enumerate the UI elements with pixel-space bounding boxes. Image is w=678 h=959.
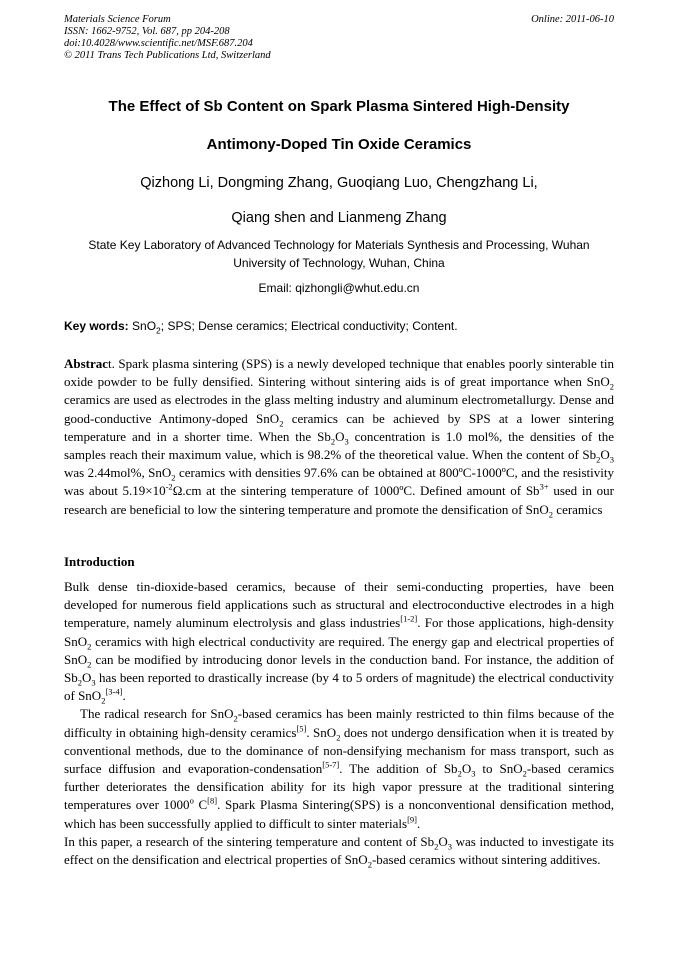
citation: [8] (207, 796, 218, 807)
abstract-text: ceramics are used as electrodes in the glass melting industry and aluminum electrometallurgy. Dense and good-conductive Antimony-doped SnO (64, 392, 614, 426)
abstract-text: used in our research are beneficial to low the sintering temperature and promote the densification of SnO (64, 483, 614, 517)
paragraph-text: ceramics with high electrical conductivity are required. The energy gap and electrical properties of SnO (64, 633, 614, 667)
subscript: 2 (548, 509, 554, 520)
paragraph-text: O (81, 670, 92, 686)
superscript: 3+ (539, 482, 549, 493)
author-list (64, 166, 614, 236)
subscript: 2 (279, 418, 284, 429)
subscript: 3 (447, 841, 452, 852)
keyword-text: SnO (132, 319, 157, 333)
title-line-1: The Effect of Sb Content on Spark Plasma Sintered High-Density (108, 98, 570, 115)
keywords (64, 318, 614, 334)
journal-name: Materials Science Forum (64, 14, 171, 25)
online-date: Online: 2011-06-10 (531, 14, 614, 25)
paragraph-text: . The addition of Sb (339, 761, 458, 777)
title-line-2: Antimony-Doped Tin Oxide Ceramics (206, 136, 472, 153)
paragraph-text: O (461, 761, 472, 777)
subscript: 2 (522, 768, 527, 779)
abstract-text: ceramics with densities 97.6% can be obtained at 800ºC-1000ºC, and the resistivity was about 5.19×10 (64, 465, 614, 499)
subscript: 2 (336, 732, 341, 743)
subscript: 3 (609, 454, 614, 465)
subscript: 2 (457, 768, 462, 779)
citation: [1-2] (400, 614, 418, 625)
copyright-line: © 2011 Trans Tech Publications Ltd, Switzerland (64, 50, 271, 61)
authors-line-1: Qizhong Li, Dongming Zhang, Guoqiang Luo, Chengzhang Li, (140, 175, 538, 191)
subscript: 2 (101, 695, 106, 706)
abstract-text: was 2.44mol%, SnO (64, 465, 172, 481)
keyword-subscript: 2 (156, 325, 161, 336)
paragraph-text: -based ceramics without sintering additives. (371, 852, 601, 868)
subscript: 2 (330, 436, 336, 447)
abstract-text: ceramics can be achieved by SPS at a lower sintering temperature and in a shorter time. When the Sb (64, 410, 614, 444)
keyword-text: ; SPS; Dense ceramics; Electrical conductivity; Content. (160, 319, 458, 333)
paragraph-text: -based ceramics has been mainly restricted to thin films because of the difficulty in obtaining high-density ceramics (64, 706, 614, 740)
paragraph-text: . For those applications, high-density SnO (64, 615, 614, 649)
citation: [9] (407, 814, 418, 825)
paragraph-text: does not undergo densification when it is treated by conventional methods, due to the dominance of non-densifying mechanism for mass transport, such as surface diffusion and evaporation-condensation (64, 724, 615, 777)
subscript: 2 (609, 381, 614, 392)
journal-header (64, 14, 614, 62)
subscript: 2 (233, 714, 238, 725)
paragraph-text: -based ceramics further deteriorates the densification ability for its high vapor pressure at the traditional sintering temperatures over 1000 (64, 761, 615, 813)
citation: [5-7] (322, 759, 340, 770)
subscript: 3 (344, 436, 349, 447)
paragraph-text: to SnO (475, 761, 523, 777)
paragraph-text: . Spark Plasma Sintering(SPS) is a nonconventional densification method, which has been successfully applied to difficult to sinter materials (64, 797, 615, 831)
paragraph-text: O (438, 833, 448, 849)
subscript: 2 (596, 454, 601, 465)
paragraph-text: . (122, 688, 126, 704)
issn-line: ISSN: 1662-9752, Vol. 687, pp 204-208 (64, 26, 230, 37)
introduction-heading: Introduction (64, 554, 135, 569)
subscript: 2 (434, 841, 439, 852)
affiliation-line-2: University of Technology, Wuhan, China (233, 256, 445, 270)
paragraph-text: was inducted to investigate its effect on the densification and electrical properties of SnO (64, 833, 614, 868)
superscript: o (189, 796, 194, 807)
paragraph-text: . SnO (306, 724, 337, 740)
paragraph-text: In this paper, a research of the sintering temperature and content of Sb (64, 833, 435, 849)
paragraph-text: can be modified by introducing donor levels in the conduction band. For instance, the addition of Sb (64, 651, 614, 686)
subscript: 3 (471, 768, 476, 779)
citation: [5] (296, 723, 307, 734)
paragraph-text: Bulk dense tin-dioxide-based ceramics, because of their semi-conducting properties, have been developed for numerous field applications such as structural and electroconductive electrodes in a high temperature, namely aluminum electrolysis and glass industries (64, 579, 614, 631)
citation: [3-4] (105, 686, 123, 697)
abstract (64, 355, 614, 519)
introduction-body (64, 578, 614, 869)
affiliation (64, 236, 614, 272)
abstract-text: ceramics (553, 501, 603, 517)
subscript: 2 (171, 472, 176, 483)
paragraph-text: has been reported to drastically increase (by 4 to 5 orders of magnitude) the electrical conductivity of SnO (64, 670, 614, 704)
abstract-text: Ω.cm at the sintering temperature of 1000ºC. Defined amount of Sb (172, 483, 540, 499)
intro-paragraph-1 (64, 578, 614, 705)
doi-line: doi:10.4028/www.scientific.net/MSF.687.204 (64, 38, 253, 49)
paragraph-text: . (417, 815, 421, 831)
paragraph-text: C (193, 797, 208, 813)
abstract-text: t. Spark plasma sintering (SPS) is a newly developed technique that enables poorly sinterable tin oxide powder to be fully densified. Sintering without sintering aids is of great importance when SnO (64, 356, 614, 390)
subscript: 2 (367, 859, 372, 870)
keywords-label: Key words: (64, 319, 129, 333)
intro-paragraph-3 (64, 833, 614, 869)
author-email: Email: qizhongli@whut.edu.cn (258, 281, 420, 295)
subscript: 2 (77, 677, 82, 688)
superscript: -2 (165, 482, 173, 493)
abstract-text: O (600, 447, 610, 463)
abstract-text: O (335, 428, 345, 444)
affiliation-line-1: State Key Laboratory of Advanced Technology for Materials Synthesis and Processing, Wuhan (88, 238, 590, 252)
subscript: 2 (87, 659, 92, 670)
subscript: 3 (91, 677, 96, 688)
abstract-text: concentration is 1.0 mol%, the densities of the samples reach their maximum value, which is 98.2% of the theoretical value. When the content of Sb (64, 428, 614, 463)
paragraph-text: The radical research for SnO (80, 706, 234, 722)
intro-paragraph-2 (64, 705, 614, 832)
paper-title (64, 88, 614, 164)
authors-line-2: Qiang shen and Lianmeng Zhang (231, 210, 447, 226)
abstract-label: Abstrac (64, 356, 109, 371)
subscript: 2 (87, 641, 92, 652)
